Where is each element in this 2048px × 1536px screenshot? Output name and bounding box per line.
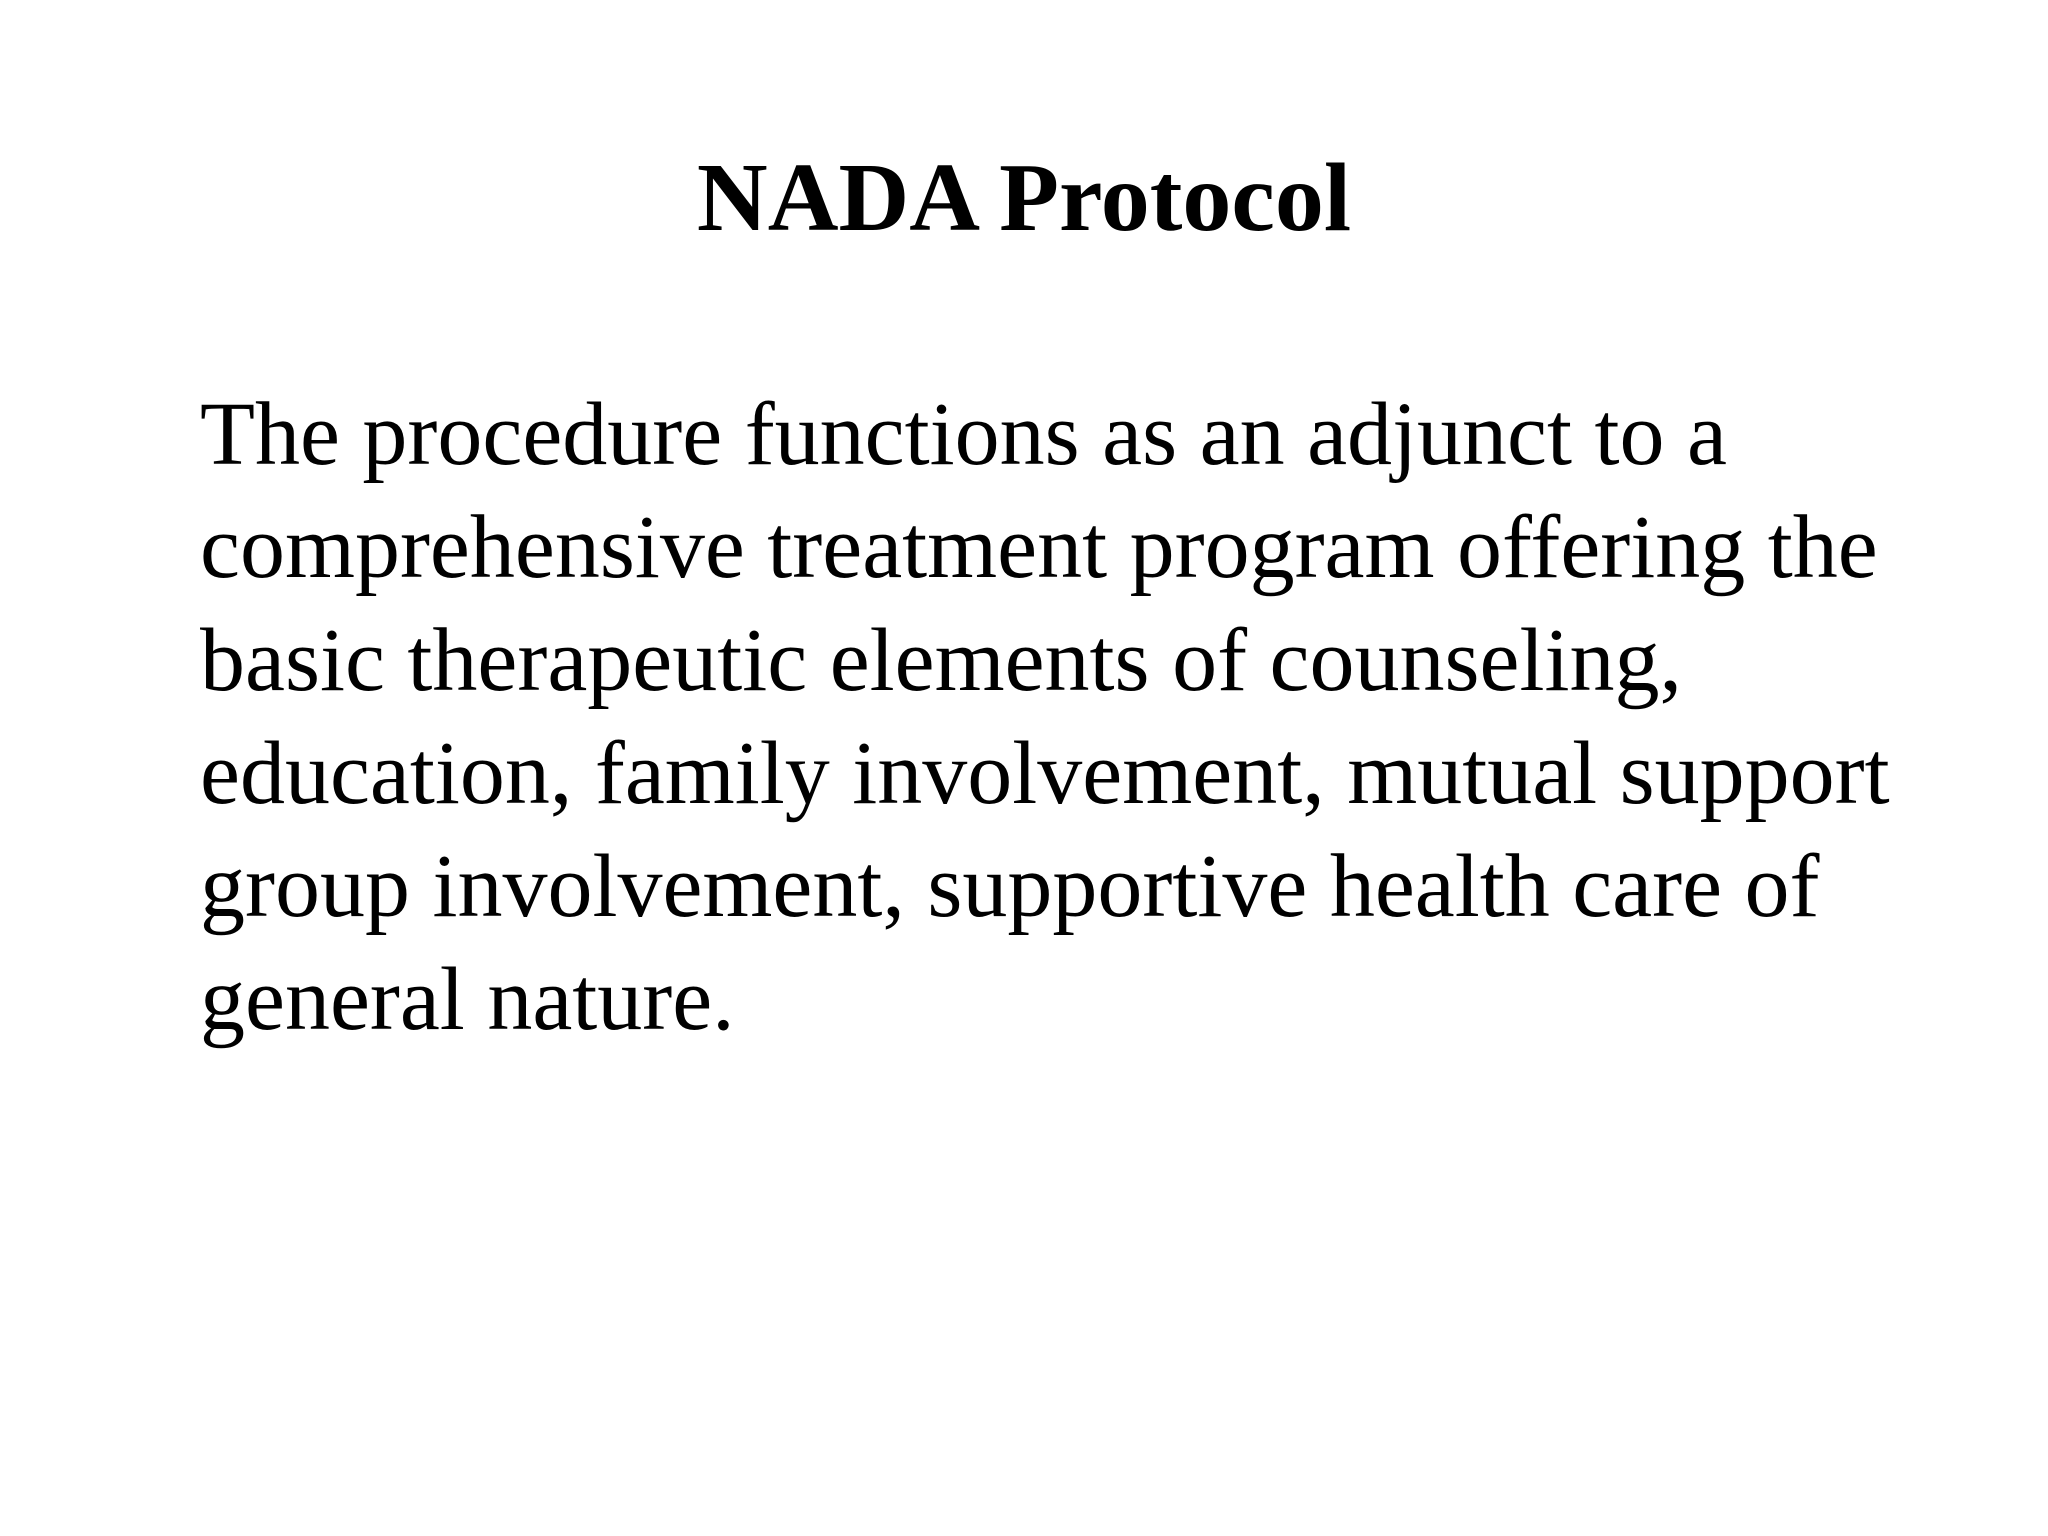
body-line: basic therapeutic elements of counseling, [200, 611, 1682, 710]
slide-body-text [200, 378, 1980, 1056]
body-line: general nature. [200, 950, 735, 1049]
body-line: group involvement, supportive health care of [200, 837, 1820, 936]
body-line: The procedure functions as an adjunct to a [200, 385, 1727, 484]
slide-title: NADA Protocol [696, 144, 1352, 252]
body-line: education, family involvement, mutual support [200, 724, 1890, 823]
body-line: comprehensive treatment program offering the [200, 498, 1878, 597]
